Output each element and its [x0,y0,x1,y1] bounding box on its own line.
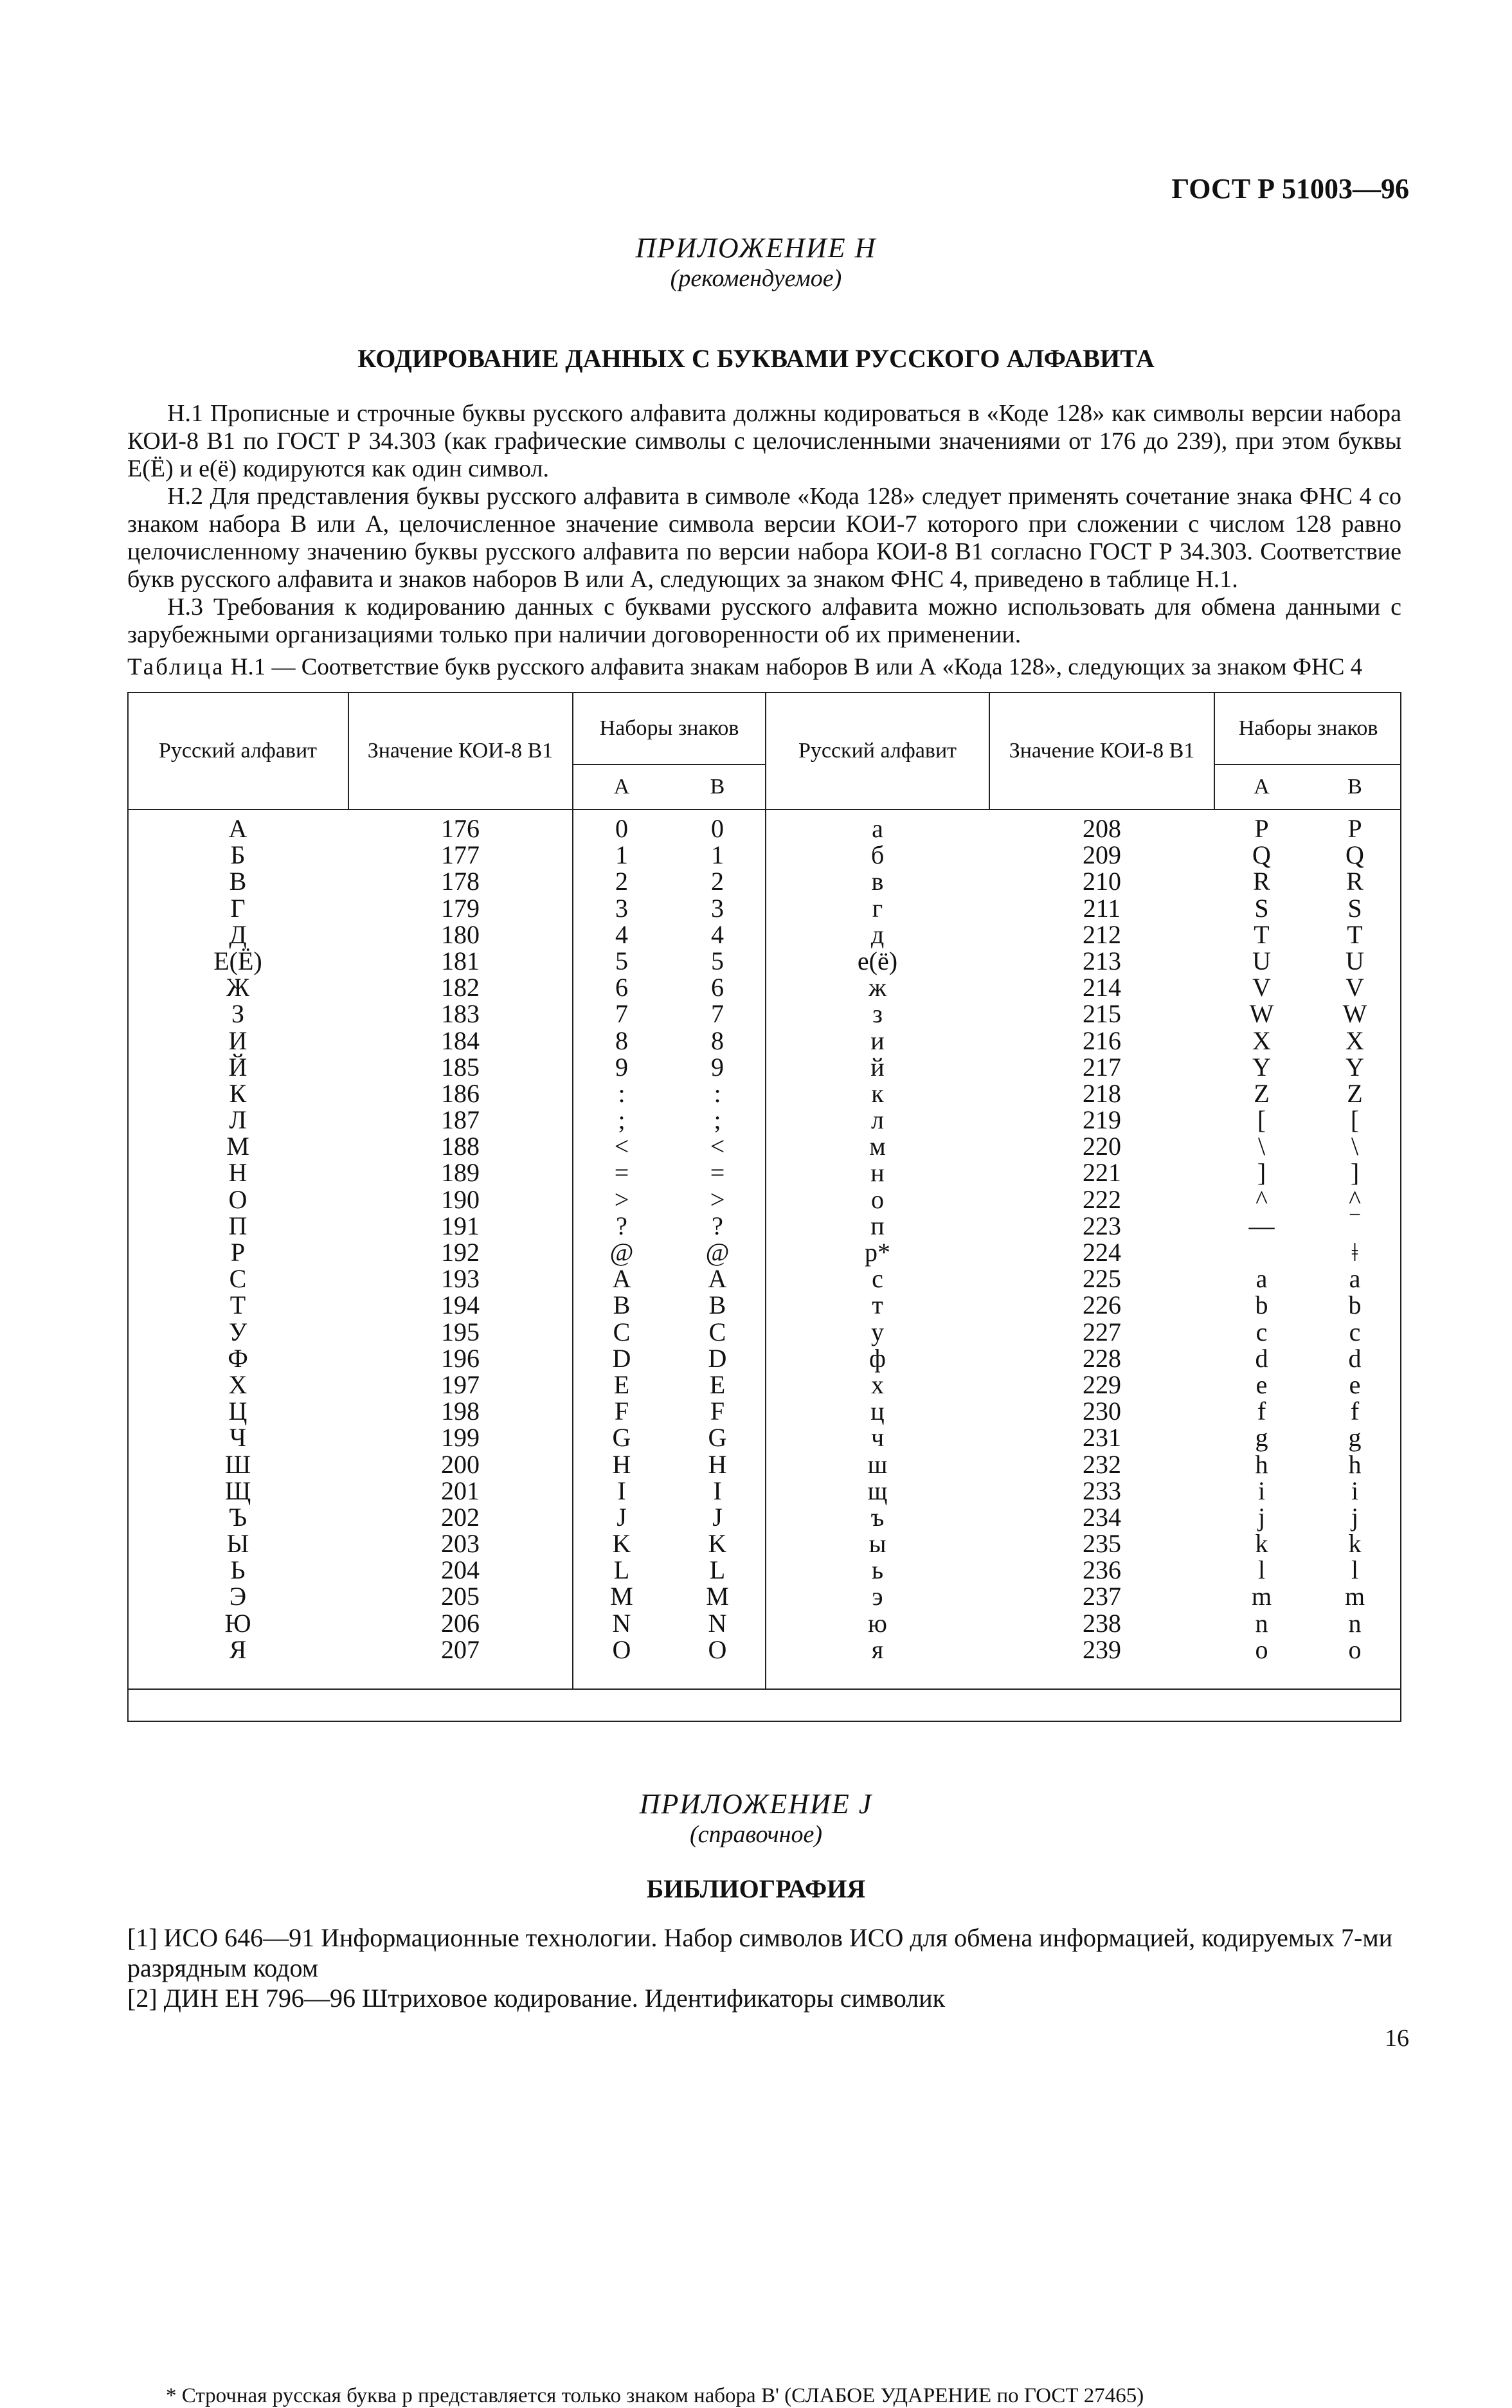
table-cell: 227 [1083,1317,1121,1346]
table-cell: о [871,1184,884,1214]
table-cell: Д [229,919,247,949]
table-cell: 187 [441,1105,480,1135]
table-cell: Л [229,1105,247,1135]
table-cell: 188 [441,1132,480,1161]
table-cell: П [228,1211,248,1240]
header-koi8-upper: Значение КОИ-8 В1 [367,739,554,763]
table-cell: c [1256,1317,1268,1346]
table-cell: Я [229,1634,247,1664]
table-cell: 210 [1083,867,1121,896]
page-number: 16 [1385,2025,1409,2052]
table-cell: 215 [1083,999,1121,1029]
table-cell: g [1255,1423,1268,1453]
table-cell: M [706,1582,729,1611]
table-cell: V [1346,973,1364,1002]
appendix-h-body [127,400,1401,649]
lower-values-column [990,815,1214,1663]
table-cell: 4 [711,919,724,949]
table-cell: l [1257,1555,1266,1585]
table-cell: a [1256,1264,1268,1294]
table-cell: V [1252,973,1271,1002]
table-cell: 6 [615,973,628,1002]
table-cell: В [229,867,247,896]
table-cell: б [870,840,885,870]
table-cell: 214 [1083,973,1121,1002]
table-cell: з [872,999,883,1029]
table-cell: ; [714,1105,721,1135]
table-cell: К [229,1078,247,1108]
table-cell: f [1350,1397,1360,1426]
table-cell: Z [1347,1078,1363,1108]
table-cell: Т [230,1290,246,1320]
table-cell: г [872,893,883,923]
table-cell [1215,1239,1308,1265]
lower-set-a-column [1215,815,1308,1663]
table-cell: ? [712,1211,723,1240]
table-cell: j [1351,1502,1359,1532]
table-cell: 209 [1083,840,1121,870]
table-cell: G [708,1423,727,1453]
table-cell: 3 [615,893,628,923]
table-cell: у [871,1317,884,1346]
table-caption-label: Таблица [127,654,225,680]
table-cell: ; [618,1105,626,1135]
table-cell: 198 [441,1397,480,1426]
table-cell: 224 [1083,1238,1121,1267]
table-cell: 208 [1083,814,1121,843]
table-cell: D [708,1343,727,1373]
table-cell: C [708,1317,726,1346]
table-cell: 9 [711,1052,724,1082]
table-cell: ^ [1256,1184,1268,1214]
table-cell: k [1255,1529,1268,1559]
table-cell: I [617,1476,626,1505]
table-cell: щ [867,1476,888,1505]
table-cell: 190 [441,1184,480,1214]
table-cell: J [616,1502,627,1532]
table-cell: H [612,1449,631,1479]
table-cell: Г [230,893,246,923]
table-cell: 196 [441,1343,480,1373]
table-cell: = [710,1158,725,1188]
table-cell: 212 [1083,919,1121,949]
table-cell: И [228,1026,248,1055]
table-cell: 195 [441,1317,480,1346]
table-cell: P [1347,814,1362,843]
table-cell: > [710,1184,725,1214]
document-id: ГОСТ Р 51003—96 [1171,173,1409,204]
table-cell: л [871,1105,884,1135]
table-cell: Э [229,1582,247,1611]
table-cell: 232 [1083,1449,1121,1479]
table-cell: 194 [441,1290,480,1320]
table-cell: \ [1257,1132,1266,1161]
table-cell: 222 [1083,1184,1121,1214]
table-cell: Ч [230,1423,246,1453]
table-cell: F [614,1397,629,1426]
table-cell: i [1257,1476,1266,1505]
table-cell: 192 [441,1238,480,1267]
table-cell: 183 [441,999,480,1029]
table-cell: м [869,1132,886,1161]
table-cell: ^ [1349,1184,1361,1214]
appendix-j-title: ПРИЛОЖЕНИЕ J [639,1788,873,1820]
upper-set-a-column [573,815,670,1663]
table-cell: 239 [1083,1634,1121,1664]
table-cell: 225 [1083,1264,1121,1294]
table-cell: G [612,1423,631,1453]
table-cell: ф [869,1343,886,1373]
appendix-h-title-block [0,231,1512,293]
table-cell: к [871,1078,884,1108]
table-cell: > [614,1184,629,1214]
table-cell: Q [1346,840,1364,870]
table-cell: а [872,814,883,843]
table-cell: d [1255,1343,1268,1373]
table-cell: U [1346,946,1364,975]
table-footnote-text: * Строчная русская буква р представляется только знаком набора В' (СЛАБОЕ УДАРЕНИЕ по ГОСТ 27465) [166,2384,1144,2407]
table-cell: 185 [441,1052,480,1082]
table-cell: 189 [441,1158,480,1188]
table-cell: 193 [441,1264,480,1294]
table-cell: S [1254,893,1269,923]
table-cell: c [1349,1317,1361,1346]
table-cell: 2 [711,867,724,896]
table-cell: 8 [711,1026,724,1055]
table-cell: ь [871,1555,884,1585]
table-cell: — [1248,1211,1275,1240]
table-cell: R [1253,867,1270,896]
header-sets-upper: Наборы знаков [599,716,739,740]
table-cell: i [1351,1476,1359,1505]
table-cell: X [1346,1026,1364,1055]
appendix-h-heading: КОДИРОВАНИЕ ДАННЫХ С БУКВАМИ РУССКОГО АЛФАВИТА [357,344,1155,373]
paragraph-h3: Н.3 Требования к кодированию данных с буквами русского алфавита можно использовать для обмена данными с зарубежными организациями только при наличии договоренности об их применении. [127,593,1401,648]
table-cell: I [713,1476,722,1505]
table-cell: ] [1350,1158,1360,1188]
table-cell: C [613,1317,631,1346]
table-cell: 178 [441,867,480,896]
table-cell: Ц [228,1397,248,1426]
table-cell: E [613,1370,630,1399]
table-cell: 216 [1083,1026,1121,1055]
bibliography-heading: БИБЛИОГРАФИЯ [646,1874,866,1903]
table-cell: 0 [615,814,628,843]
table-cell: й [870,1052,885,1082]
table-cell: O [708,1634,727,1664]
table-cell: < [710,1132,725,1161]
table-cell: 217 [1083,1052,1121,1082]
upper-set-b-column [670,815,765,1663]
table-cell: Q [1252,840,1271,870]
table-cell: О [228,1184,248,1214]
table-cell: 6 [711,973,724,1002]
table-cell: 229 [1083,1370,1121,1399]
table-cell: [ [1350,1105,1360,1135]
table-cell: E [709,1370,726,1399]
table-cell: 231 [1083,1423,1121,1453]
table-cell: Y [1346,1052,1364,1082]
table-cell: W [1342,999,1367,1029]
table-cell: 237 [1083,1582,1121,1611]
table-footnote [129,2384,1403,2408]
table-cell: 176 [441,814,480,843]
table-cell: l [1351,1555,1359,1585]
table-cell: D [612,1343,631,1373]
table-cell: 2 [615,867,628,896]
table-cell: 191 [441,1211,480,1240]
table-cell: 177 [441,840,480,870]
table-cell: т [872,1290,883,1320]
header-sets-lower: Наборы знаков [1238,716,1378,740]
table-cell: ъ [870,1502,885,1532]
table-cell: я [871,1634,884,1664]
table-cell: ж [869,973,887,1002]
table-cell: [ [1257,1105,1266,1135]
table-cell: = [614,1158,629,1188]
table-cell: С [229,1264,247,1294]
table-cell: 202 [441,1502,480,1532]
table-cell: h [1255,1449,1268,1479]
table-cell: х [871,1370,884,1399]
table-cell: п [870,1211,885,1240]
table-cell: : [618,1078,626,1108]
table-cell: e [1349,1370,1361,1399]
table-cell: g [1348,1423,1362,1453]
table-cell: 3 [711,893,724,923]
table-cell: Y [1252,1052,1271,1082]
table-cell: L [613,1555,630,1585]
table-cell: ц [870,1397,885,1426]
table-cell: A [708,1264,727,1294]
bibliography-item: [1] ИСО 646—91 Информационные технологии. Набор символов ИСО для обмена информацией, кодируемых 7-ми разрядным кодом [127,1923,1393,1982]
table-cell: 230 [1083,1397,1121,1426]
table-cell: Ь [230,1555,246,1585]
table-cell: B [708,1290,726,1320]
table-cell: U [1252,946,1271,975]
table-cell: o [1348,1634,1362,1664]
table-cell: А [228,814,248,843]
table-cell: 197 [441,1370,480,1399]
upper-values-column [348,815,572,1663]
table-cell: Е(Ё) [213,946,262,975]
table-cell: 221 [1083,1158,1121,1188]
appendix-j-title-block [0,1788,1512,1849]
table-cell: ‾ [1350,1211,1360,1240]
table-cell: m [1251,1582,1272,1611]
table-cell: р* [865,1238,890,1267]
table-cell: 234 [1083,1502,1121,1532]
table-cell: 226 [1083,1290,1121,1320]
table-cell: Ю [224,1608,251,1638]
table-cell: 233 [1083,1476,1121,1505]
table-cell: 1 [615,840,628,870]
table-cell: L [709,1555,726,1585]
table-cell: j [1257,1502,1266,1532]
table-cell: в [871,867,884,896]
table-cell: с [872,1264,883,1294]
table-cell: Н [228,1158,248,1188]
table-cell: 8 [615,1026,628,1055]
table-cell: d [1348,1343,1362,1373]
table-cell: 200 [441,1449,480,1479]
table-cell: a [1349,1264,1361,1294]
table-cell: и [870,1026,885,1055]
table-cell: Ъ [228,1502,248,1532]
table-cell: 5 [615,946,628,975]
table-cell: N [708,1608,727,1638]
appendix-j-subtitle: (справочное) [689,1821,823,1848]
table-cell: \ [1351,1132,1359,1161]
table-cell: k [1348,1529,1362,1559]
header-alphabet-upper: Русский алфавит [158,739,318,763]
table-cell: K [612,1529,631,1559]
table-cell: @ [705,1238,730,1267]
table-cell: 201 [441,1476,480,1505]
table-cell: 186 [441,1078,480,1108]
table-cell: o [1255,1634,1268,1664]
table-cell: 228 [1083,1343,1121,1373]
table-cell: Ы [226,1529,249,1559]
table-cell: b [1255,1290,1268,1320]
table-cell: X [1252,1026,1271,1055]
table-cell: э [872,1582,883,1611]
bibliography-item: [2] ДИН ЕН 796—96 Штриховое кодирование. Идентификаторы символик [127,1984,946,2013]
table-cell: 1 [711,840,724,870]
table-cell: @ [609,1238,634,1267]
table-cell: ы [869,1529,887,1559]
table-cell: Й [228,1052,248,1082]
table-cell: 4 [615,919,628,949]
table-caption-text: Н.1 — Соответствие букв русского алфавита знакам наборов В или А «Кода 128», следующих за знаком ФНС 4 [230,654,1363,680]
table-cell: h [1348,1449,1362,1479]
table-cell: Ф [228,1343,248,1373]
appendix-h-subtitle: (рекомендуемое) [670,265,842,292]
table-cell: 220 [1083,1132,1121,1161]
table-caption [127,653,1407,681]
table-cell: д [870,919,885,949]
table-cell: Б [230,840,246,870]
bibliography-list [127,1923,1401,2013]
header-set-a-lower: А [1254,775,1270,799]
table-cell: : [714,1078,721,1108]
table-cell: e [1256,1370,1268,1399]
lower-letters-column [766,815,989,1663]
header-set-b-lower: В [1347,775,1362,799]
table-cell: е(ё) [857,946,898,975]
table-cell: 180 [441,919,480,949]
table-cell: n [1255,1608,1268,1638]
upper-letters-column [129,815,347,1663]
table-cell: 236 [1083,1555,1121,1585]
table-cell: T [1254,919,1270,949]
table-cell: 205 [441,1582,480,1611]
table-cell: ? [616,1211,627,1240]
table-cell: W [1249,999,1274,1029]
table-cell: O [612,1634,631,1664]
table-cell: 9 [615,1052,628,1082]
table-cell: H [708,1449,727,1479]
table-cell: 219 [1083,1105,1121,1135]
table-cell: ш [867,1449,888,1479]
table-cell: 7 [615,999,628,1029]
lower-set-b-column [1308,815,1401,1663]
header-koi8-lower: Значение КОИ-8 В1 [1009,739,1195,763]
table-cell: M [610,1582,633,1611]
table-cell: 0 [711,814,724,843]
appendix-h-title: ПРИЛОЖЕНИЕ Н [635,232,877,264]
header-set-b-upper: В [710,775,725,799]
table-cell: < [614,1132,629,1161]
table-cell: 203 [441,1529,480,1559]
paragraph-h1: Н.1 Прописные и строчные буквы русского алфавита должны кодироваться в «Коде 128» как символы версии набора КОИ-8 В1 по ГОСТ Р 34.303 (как графические символы с целочисленными значениями от 176 до 239), при этом буквы Е(Ё) и е(ё) кодируются как один символ. [127,400,1401,482]
table-cell: 181 [441,946,480,975]
table-cell: f [1257,1397,1266,1426]
table-cell: F [710,1397,725,1426]
table-cell: М [226,1132,249,1161]
table-cell: 182 [441,973,480,1002]
table-cell: 211 [1083,893,1121,923]
table-cell: 206 [441,1608,480,1638]
table-cell: Р [230,1238,246,1267]
header-alphabet-lower: Русский алфавит [798,739,957,763]
table-cell: Ж [226,973,249,1002]
table-cell: 7 [711,999,724,1029]
table-cell: B [613,1290,631,1320]
table-cell: K [708,1529,727,1559]
table-cell: З [231,999,245,1029]
table-cell: 184 [441,1026,480,1055]
header-set-a-upper: А [613,775,630,799]
paragraph-h2: Н.2 Для представления буквы русского алфавита в символе «Кода 128» следует применять сочетание знака ФНС 4 со знаком набора В или А, целочисленное значение символа версии КОИ-7 которого при сложении с числом 128 равно целочисленному значению буквы русского алфавита по версии набора КОИ-8 В1 согласно ГОСТ Р 34.303. Соответствие букв русского алфавита и знаков наборов В или А, следующих за знаком ФНС 4, приведено в таблице Н.1. [127,483,1401,593]
table-cell: m [1344,1582,1365,1611]
table-cell: T [1347,919,1363,949]
table-cell: Z [1254,1078,1270,1108]
table-cell: 213 [1083,946,1121,975]
table-cell: У [228,1317,248,1346]
table-cell: 179 [441,893,480,923]
table-cell: ǂ [1351,1238,1358,1267]
table-cell: 238 [1083,1608,1121,1638]
table-cell: S [1347,893,1362,923]
table-cell: 5 [711,946,724,975]
table-cell: Ш [224,1449,251,1479]
table-cell: b [1348,1290,1362,1320]
table-cell: ю [868,1608,887,1638]
table-cell: 218 [1083,1078,1121,1108]
table-cell: Щ [224,1476,251,1505]
table-cell: J [712,1502,723,1532]
table-cell: 204 [441,1555,480,1585]
table-cell: ч [870,1423,885,1453]
table-cell: 207 [441,1634,480,1664]
table-cell: A [612,1264,631,1294]
table-cell: Х [228,1370,248,1399]
table-cell: 235 [1083,1529,1121,1559]
table-cell: n [1348,1608,1362,1638]
table-cell: ] [1257,1158,1266,1188]
table-cell: P [1254,814,1269,843]
table-cell: 199 [441,1423,480,1453]
table-cell: н [870,1158,885,1188]
table-cell: N [612,1608,631,1638]
table-cell: R [1346,867,1364,896]
table-cell: 223 [1083,1211,1121,1240]
